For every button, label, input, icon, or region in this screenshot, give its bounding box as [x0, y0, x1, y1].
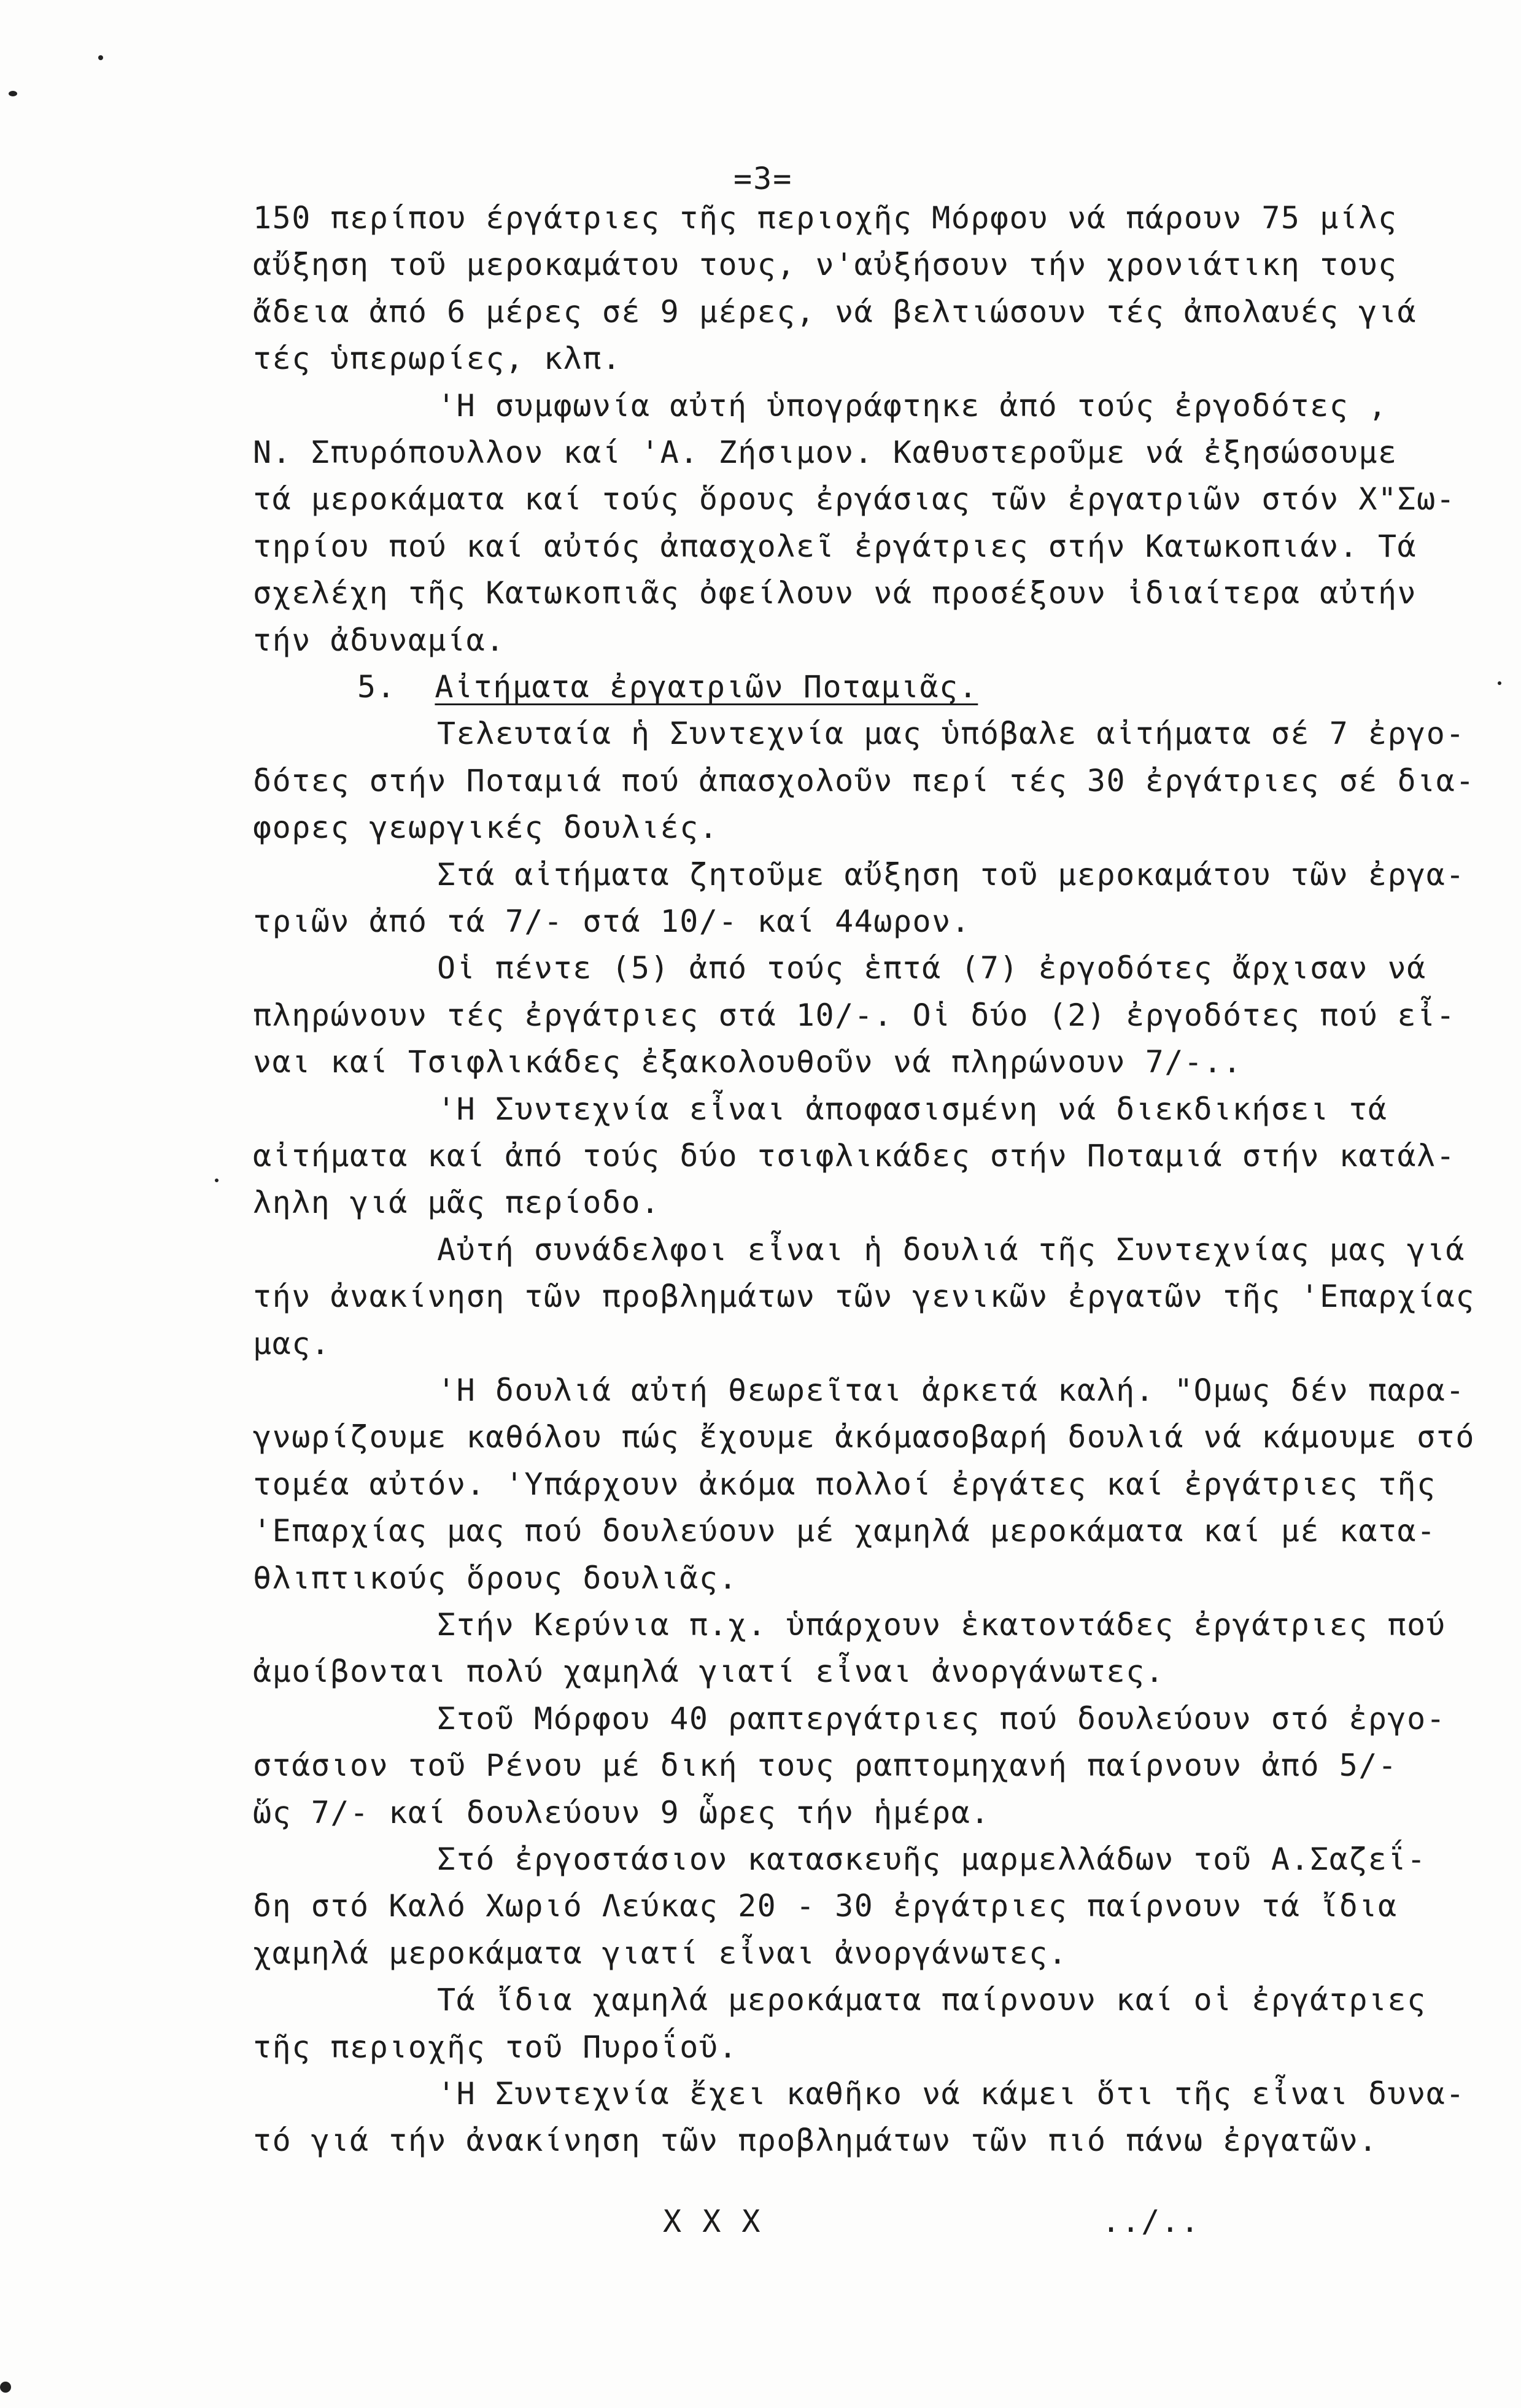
section-number: 5. [357, 669, 435, 705]
text-line: Αὐτή συνάδελφοι εἶναι ἡ δουλιά τῆς Συντεχνίας μας γιά [437, 1232, 1465, 1268]
text-line: αἰτήματα καί ἀπό τούς δύο τσιφλικάδες στήν Ποταμιά στήν κατάλ- [253, 1138, 1456, 1174]
section-heading [357, 669, 978, 705]
text-line: ληλη γιά μᾶς περίοδο. [253, 1185, 660, 1220]
text-line: σχελέχη τῆς Κατωκοπιᾶς ὀφείλουν νά προσέξουν ἰδιαίτερα αὐτήν [253, 575, 1417, 611]
text-line: τριῶν ἀπό τά 7/- στά 10/- καί 44ωρον. [253, 904, 971, 939]
text-line: φορες γεωργικές δουλιές. [253, 810, 719, 845]
text-line: Οἱ πέντε (5) ἀπό τούς ἑπτά (7) ἐργοδότες ἄρχισαν νά [437, 950, 1426, 986]
text-line: πληρώνουν τές ἐργάτριες στά 10/-. Οἱ δύο (2) ἐργοδότες πού εἶ- [253, 997, 1456, 1033]
text-line: τά μεροκάματα καί τούς ὅρους ἐργάσιας τῶν ἐργατριῶν στόν Χ"Σω- [253, 481, 1456, 517]
text-line: τήν ἀνακίνηση τῶν προβλημάτων τῶν γενικῶν ἐργατῶν τῆς 'Επαρχίας [253, 1279, 1475, 1314]
text-line: Στό ἐργοστάσιον κατασκευῆς μαρμελλάδων τοῦ Α.Σαζεΐ- [437, 1841, 1426, 1877]
text-line: τηρίου πού καί αὐτός ἀπασχολεῖ ἐργάτριες στήν Κατωκοπιάν. Τά [253, 528, 1417, 564]
text-line: τές ὑπερωρίες, κλπ. [253, 341, 622, 376]
text-line: στάσιον τοῦ Ρένου μέ δική τους ραπτομηχανή παίρνουν ἀπό 5/- [253, 1748, 1398, 1783]
text-line: θλιπτικούς ὅρους δουλιᾶς. [253, 1560, 738, 1596]
text-line: ὥς 7/- καί δουλεύουν 9 ὧρες τήν ἡμέρα. [253, 1795, 990, 1830]
text-line: αὔξηση τοῦ μεροκαμάτου τους, ν'αὐξήσουν τήν χρονιάτικη τους [253, 247, 1398, 282]
text-line: ἀμοίβονται πολύ χαμηλά γιατί εἶναι ἀνοργάνωτες. [253, 1654, 1165, 1689]
scan-speck [1498, 681, 1501, 685]
text-line: γνωρίζουμε καθόλου πώς ἔχουμε ἀκόμασοβαρή δουλιά νά κάμουμε στό [253, 1419, 1475, 1455]
text-line: δη στό Καλό Χωριό Λεύκας 20 - 30 ἐργάτριες παίρνουν τά ἴδια [253, 1888, 1398, 1924]
text-line: Τά ἴδια χαμηλά μεροκάματα παίρνουν καί οἱ ἐργάτριες [437, 1982, 1426, 2018]
text-line: μας. [253, 1326, 331, 1361]
text-line: Τελευταία ἡ Συντεχνία μας ὑπόβαλε αἰτήματα σέ 7 ἐργο- [437, 716, 1465, 751]
text-line: τήν ἀδυναμία. [253, 622, 505, 658]
text-line: 150 περίπου έργάτριες τῆς περιοχῆς Μόρφου νά πάρουν 75 μίλς [253, 200, 1398, 236]
section-break-marks: X X X [663, 2204, 762, 2239]
scan-speck [0, 2382, 11, 2393]
text-line: Ν. Σπυρόπουλλον καί 'Α. Ζήσιμον. Καθυστεροῦμε νά ἐξησώσουμε [253, 435, 1398, 470]
text-line: 'Η δουλιά αὐτή θεωρεῖται ἀρκετά καλή. "Ομως δέν παρα- [437, 1372, 1465, 1408]
scan-speck [98, 55, 103, 60]
continuation-mark: ../.. [1102, 2204, 1201, 2239]
text-line: ἄδεια ἀπό 6 μέρες σέ 9 μέρες, νά βελτιώσουν τές ἀπολαυές γιά [253, 294, 1417, 330]
text-line: Στά αἰτήματα ζητοῦμε αὔξηση τοῦ μεροκαμάτου τῶν ἐργα- [437, 857, 1465, 892]
text-line: τομέα αὐτόν. 'Υπάρχουν ἀκόμα πολλοί ἐργάτες καί ἐργάτριες τῆς [253, 1466, 1436, 1502]
text-line: 'Η Συντεχνία εἶναι ἀποφασισμένη νά διεκδικήσει τά [437, 1091, 1388, 1127]
text-line: 'Επαρχίας μας πού δουλεύουν μέ χαμηλά μεροκάματα καί μέ κατα- [253, 1513, 1436, 1549]
text-line: 'Η συμφωνία αὐτή ὑπογράφτηκε ἀπό τούς ἐργοδότες , [437, 388, 1388, 424]
scan-speck [215, 1179, 219, 1182]
text-line: 'Η Συντεχνία ἔχει καθῆκο νά κάμει ὅτι τῆς εἶναι δυνα- [437, 2076, 1465, 2112]
text-line: ναι καί Τσιφλικάδες ἐξακολουθοῦν νά πληρώνουν 7/-.. [253, 1044, 1242, 1080]
text-line: χαμηλά μεροκάματα γιατί εἶναι ἀνοργάνωτες. [253, 1935, 1068, 1971]
text-line: Στοῦ Μόρφου 40 ραπτεργάτριες πού δουλεύουν στό ἐργο- [437, 1701, 1446, 1736]
text-line: τό γιά τήν ἀνακίνηση τῶν προβλημάτων τῶν πιό πάνω ἐργατῶν. [253, 2123, 1378, 2158]
scan-speck [9, 91, 17, 96]
text-line: δότες στήν Ποταμιά πού ἀπασχολοῦν περί τές 30 ἐργάτριες σέ δια- [253, 763, 1475, 799]
section-title: Αἰτήματα ἐργατριῶν Ποταμιᾶς. [435, 669, 978, 705]
text-line: Στήν Κερύνια π.χ. ὑπάρχουν ἑκατοντάδες ἐργάτριες πού [437, 1607, 1446, 1643]
text-line: τῆς περιοχῆς τοῦ Πυροΐοῦ. [253, 2029, 738, 2065]
page-number: =3= [733, 161, 793, 196]
